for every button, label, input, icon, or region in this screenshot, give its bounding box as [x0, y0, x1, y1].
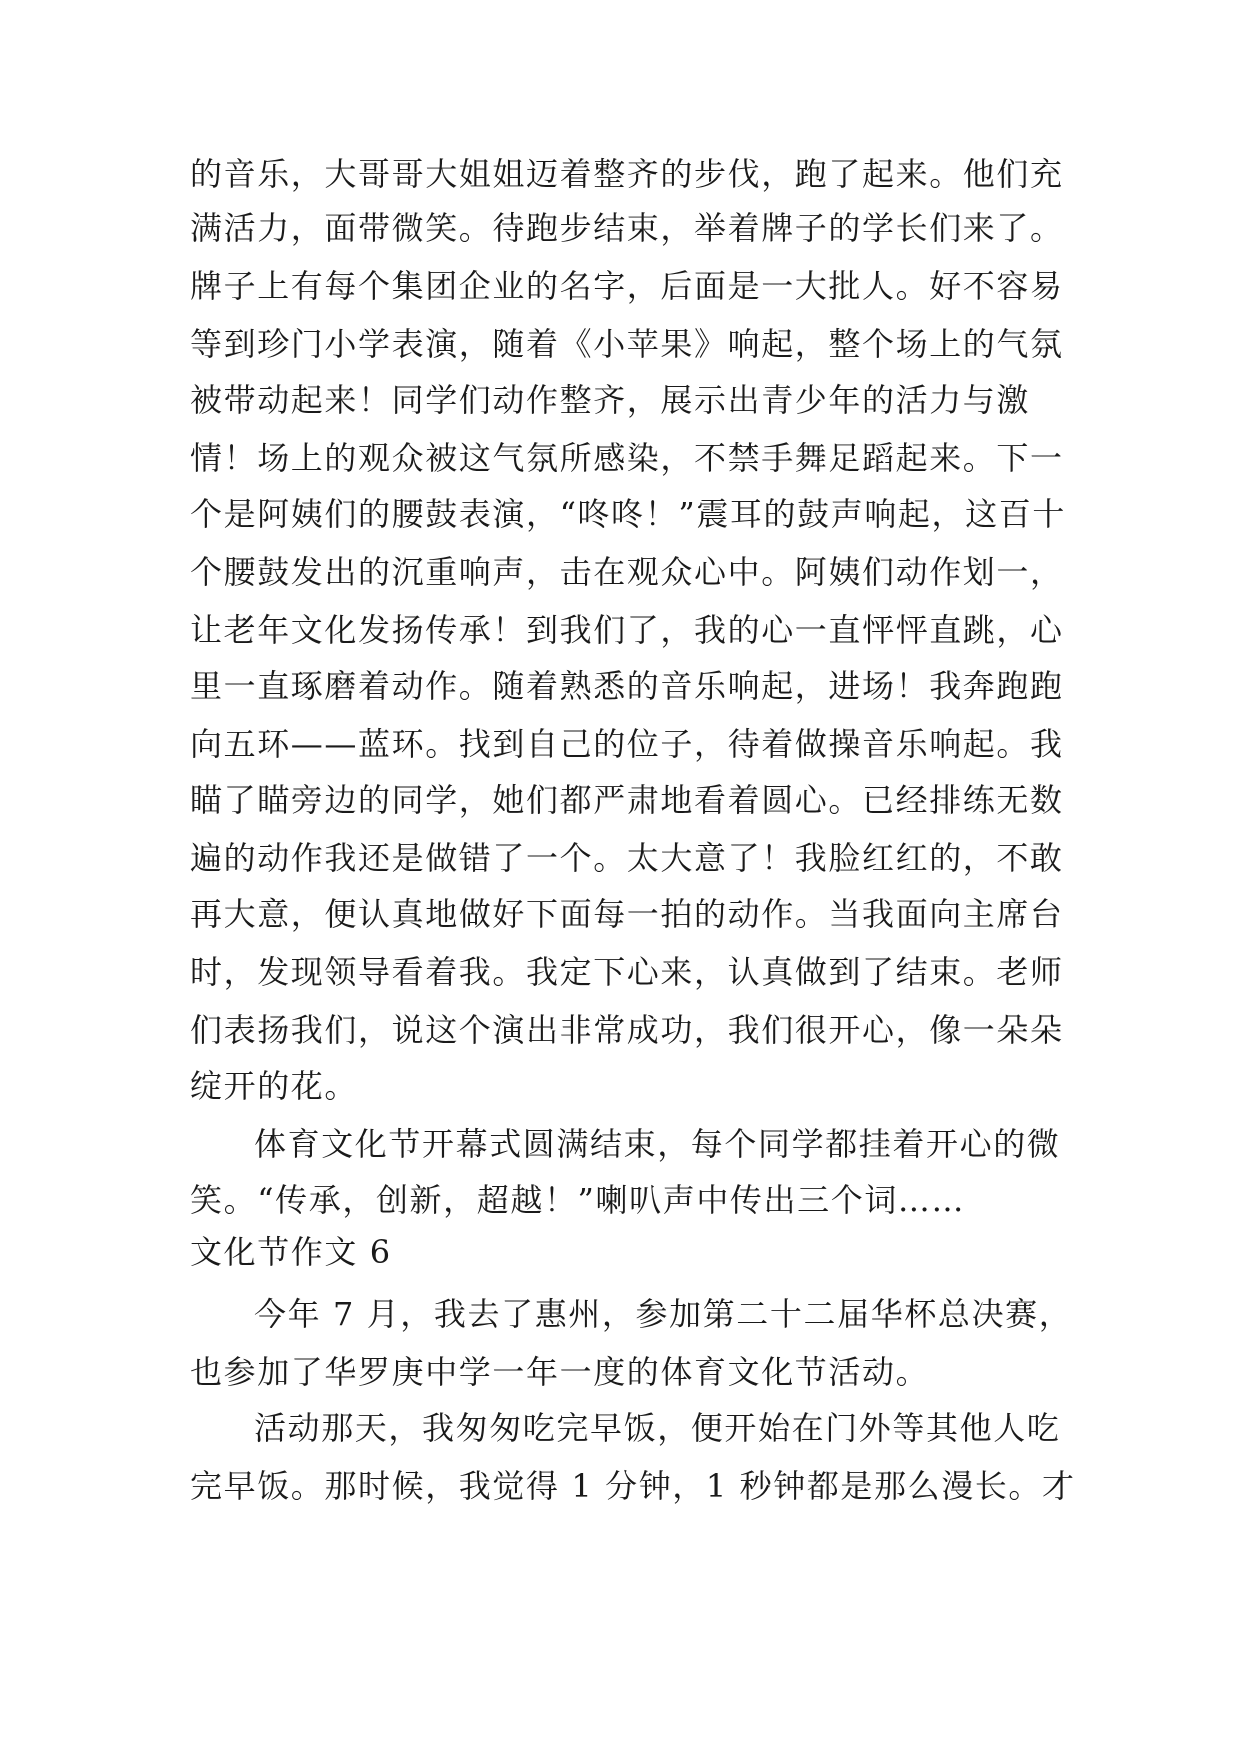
text-line: 让老年文化发扬传承！到我们了，我的心一直怦怦直跳，心: [190, 611, 1064, 649]
text-line: 体育文化节开幕式圆满结束，每个同学都挂着开心的微: [254, 1125, 1061, 1163]
text-line: 今年 7 月，我去了惠州，参加第二十二届华杯总决赛，: [254, 1295, 1073, 1333]
text-line: 遍的动作我还是做错了一个。太大意了！我脸红红的，不敢: [190, 839, 1064, 877]
text-line: 瞄了瞄旁边的同学，她们都严肃地看着圆心。已经排练无数: [190, 781, 1064, 819]
text-line: 再大意，便认真地做好下面每一拍的动作。当我面向主席台: [190, 895, 1064, 933]
section-heading: 文化节作文 6: [190, 1233, 392, 1271]
text-line: 牌子上有每个集团企业的名字，后面是一大批人。好不容易: [190, 267, 1064, 305]
text-line: 个是阿姨们的腰鼓表演，“咚咚！”震耳的鼓声响起，这百十: [190, 495, 1066, 533]
text-line: 个腰鼓发出的沉重响声，击在观众心中。阿姨们动作划一，: [190, 553, 1064, 591]
text-line: 笑。“传承，创新，超越！”喇叭声中传出三个词……: [190, 1181, 966, 1219]
text-line: 情！场上的观众被这气氛所感染，不禁手舞足蹈起来。下一: [190, 439, 1064, 477]
text-line: 也参加了华罗庚中学一年一度的体育文化节活动。: [190, 1353, 930, 1391]
text-line: 等到珍门小学表演，随着《小苹果》响起，整个场上的气氛: [190, 325, 1064, 363]
text-line: 被带动起来！同学们动作整齐，展示出青少年的活力与激: [190, 381, 1031, 419]
text-line: 满活力，面带微笑。待跑步结束，举着牌子的学长们来了。: [190, 209, 1064, 247]
text-line: 的音乐，大哥哥大姐姐迈着整齐的步伐，跑了起来。他们充: [190, 155, 1064, 193]
text-line: 活动那天，我匆匆吃完早饭，便开始在门外等其他人吃: [254, 1409, 1061, 1447]
text-line: 完早饭。那时候，我觉得 1 分钟，1 秒钟都是那么漫长。才: [190, 1467, 1076, 1505]
text-line: 向五环——蓝环。找到自己的位子，待着做操音乐响起。我: [190, 725, 1064, 763]
text-line: 时，发现领导看着我。我定下心来，认真做到了结束。老师: [190, 953, 1064, 991]
text-line: 们表扬我们，说这个演出非常成功，我们很开心，像一朵朵: [190, 1011, 1064, 1049]
text-line: 绽开的花。: [190, 1067, 359, 1105]
text-line: 里一直琢磨着动作。随着熟悉的音乐响起，进场！我奔跑跑: [190, 667, 1064, 705]
